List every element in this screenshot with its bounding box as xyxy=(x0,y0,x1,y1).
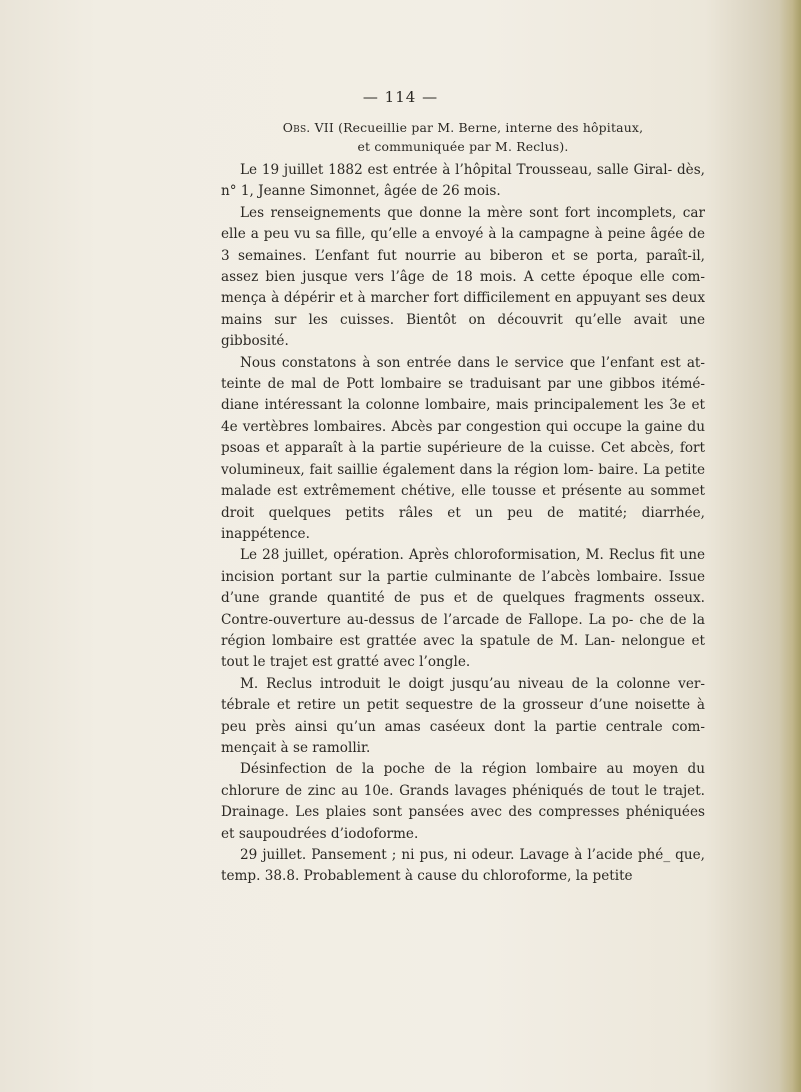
observation-source-line-2: et communiquée par M. Reclus). xyxy=(357,139,569,154)
paragraph-admission: Le 19 juillet 1882 est entrée à l’hôpital Trousseau, salle Giral- dès, n° 1, Jeanne Simonnet, âgée de 26 mois. xyxy=(221,162,705,200)
observation-source-line-1: (Recueillie par M. Berne, interne des hôpitaux, xyxy=(338,120,644,135)
paragraph-history: Les renseignements que donne la mère sont fort incomplets, car elle a peu vu sa fille, qu’elle a envoyé à la campagne à peine âgée de 3 semaines. L’enfant fut nourrie au biberon et se porta, paraît-il, assez bien jusque vers l’âge de 18 mois. A cette époque elle com- mença à dépérir et à marcher fort difficilement en appuyant ses deux mains sur les cuisses. Bientôt on découvrit qu’elle avait une gibbosité. xyxy=(221,204,705,350)
observation-label: Obs. VII xyxy=(282,120,334,135)
paragraph-dressing: 29 juillet. Pansement ; ni pus, ni odeur. Lavage à l’acide phé_ que, temp. 38.8. Probablement à cause du chloroforme, la petite xyxy=(221,847,705,885)
paragraph-disinfection: Désinfection de la poche de la région lombaire au moyen du chlorure de zinc au 10e. Grands lavages phéniqués de tout le trajet. Drainage. Les plaies sont pansées avec des compresses phéniquées et saupoudrées d’iodoforme. xyxy=(221,761,705,842)
observation-heading xyxy=(221,118,705,156)
paragraph-examination: Nous constatons à son entrée dans le service que l’enfant est at- teinte de mal de Pott lombaire se traduisant par une gibbos itémé- diane intéressant la colonne lombaire, mais principalement les 3e et 4e vertèbres lombaires. Abcès par congestion qui occupe la gaine du psoas et apparaît à la partie supérieure de la cuisse. Cet abcès, fort volumineux, fait saillie également dans la région lom- baire. La petite malade est extrêmement chétive, elle tousse et présente au sommet droit quelques petits râles et un peu de matité; diarrhée, inappétence. xyxy=(221,354,705,542)
page-number: — 114 — xyxy=(362,88,439,106)
observation-text xyxy=(221,118,705,888)
paragraph-operation: Le 28 juillet, opération. Après chloroformisation, M. Reclus fit une incision portant sur la partie culminante de l’abcès lombaire. Issue d’une grande quantité de pus et de quelques fragments osseux. Contre-ouverture au-dessus de l’arcade de Fallope. La po- che de la région lombaire est grattée avec la spatule de M. Lan- nelongue et tout le trajet est gratté avec l’ongle. xyxy=(221,547,705,671)
page-edge-shadow xyxy=(779,0,801,1092)
paragraph-sequestrum: M. Reclus introduit le doigt jusqu’au niveau de la colonne ver- tébrale et retire un petit sequestre de la grosseur d’une noisette à peu près ainsi qu’un amas caséeux dont la partie centrale com- mençait à se ramollir. xyxy=(221,675,705,756)
